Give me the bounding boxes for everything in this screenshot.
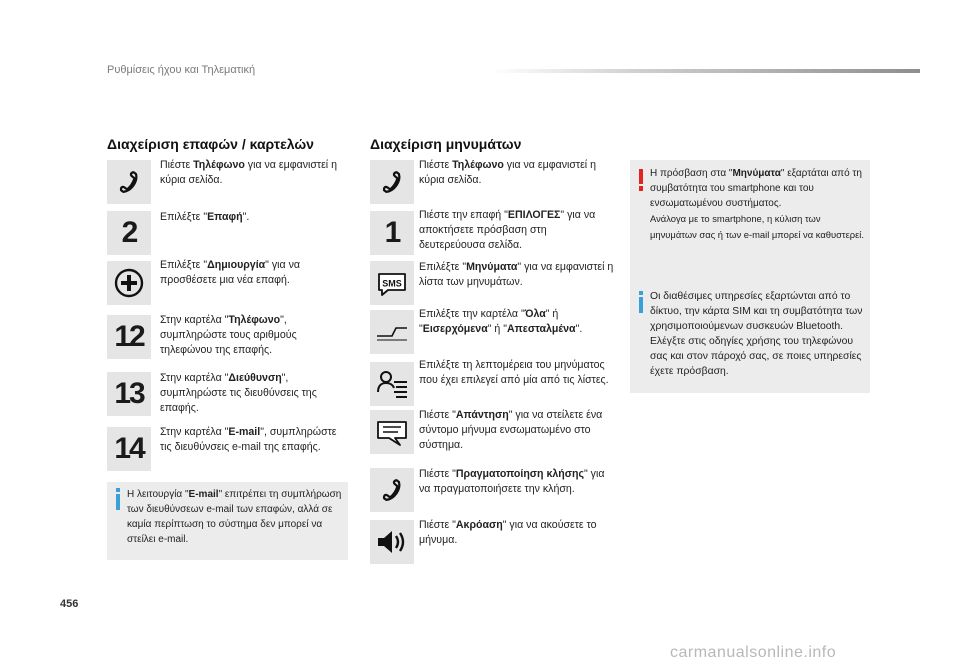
speaker-icon	[370, 520, 414, 564]
messages-step-7: Πιέστε "Πραγματοποίηση κλήσης" για να πραγματοποιήσετε την κλήση.	[419, 468, 605, 495]
tab-icon	[370, 310, 414, 354]
header-rule	[490, 69, 920, 73]
watermark: carmanualsonline.info	[670, 644, 837, 661]
handset-icon	[107, 160, 151, 204]
messages-step-1: Πιέστε Τηλέφωνο για να εμφανιστεί η κύρια σελίδα.	[419, 159, 596, 186]
message-detail-icon	[370, 362, 414, 406]
messages-section-title: Διαχείριση μηνυμάτων	[370, 136, 522, 152]
sms-icon	[370, 261, 414, 305]
email-info-note: Η λειτουργία "E-mail" επιτρέπει τη συμπλήρωση των διευθύνσεων e-mail των επαφών, αλλά σε καμία περίπτωση το σύστημα δεν μπορεί να στείλει e-mail.	[107, 482, 348, 560]
messages-step-3: Επιλέξτε "Μηνύματα" για να εμφανιστεί η λίστα των μηνυμάτων.	[419, 261, 614, 288]
messages-step-6: Πιέστε "Απάντηση" για να στείλετε ένα σύντομο μήνυμα ενσωματωμένο στο σύστημα.	[419, 409, 603, 451]
messages-step-5: Επιλέξτε τη λεπτομέρεια του μηνύματος που έχει επιλεγεί από μία από τις λίστες.	[419, 359, 609, 386]
contacts-step-14: Στην καρτέλα "E-mail", συμπληρώστε τις διευθύνσεις e-mail της επαφής.	[160, 426, 337, 453]
plus-icon	[107, 261, 151, 305]
messages-step-4: Επιλέξτε την καρτέλα "Όλα" ή "Εισερχόμενα" ή "Απεσταλμένα".	[419, 308, 583, 335]
handset-icon	[370, 468, 414, 512]
messages-warning-note: Η πρόσβαση στα "Μηνύματα" εξαρτάται από τη συμβατότητα του smartphone και του ενσωματωμένου συστήματος. Ανάλογα με το smartphone, η κύλιση των μηνυμάτων σας ή των e-mail μπορεί να καθυστερεί.	[630, 160, 870, 288]
services-info-note: Οι διαθέσιμες υπηρεσίες εξαρτώνται από το δίκτυο, την κάρτα SIM και τη συμβατότητα των χρησιμοποιούμενων συσκευών Bluetooth. Ελέγξτε στις οδηγίες χρήσης του τηλεφώνου σας και στον πάροχό σας, σε ποιες υπηρεσίες έχετε πρόσβαση.	[630, 283, 870, 393]
contacts-step-1: Πιέστε Τηλέφωνο για να εμφανιστεί η κύρια σελίδα.	[160, 159, 337, 186]
contacts-step-3: Επιλέξτε "Δημιουργία" για να προσθέσετε μια νέα επαφή.	[160, 259, 301, 286]
step-number-14: 14	[107, 427, 151, 471]
warning-icon	[638, 169, 644, 191]
sms-icon-label: SMS	[382, 278, 402, 289]
info-icon	[638, 291, 644, 313]
handset-icon	[370, 160, 414, 204]
messages-step-8: Πιέστε "Ακρόαση" για να ακούσετε το μήνυμα.	[419, 519, 597, 546]
contacts-section-title: Διαχείριση επαφών / καρτελών	[107, 136, 314, 152]
step-number-2: 2	[107, 211, 151, 255]
page-number: 456	[60, 598, 79, 610]
step-number-12: 12	[107, 315, 151, 359]
info-icon	[115, 488, 121, 510]
contacts-step-2: Επιλέξτε "Επαφή".	[160, 211, 250, 223]
reply-icon	[370, 410, 414, 454]
step-number-13: 13	[107, 372, 151, 416]
contacts-step-13: Στην καρτέλα "Διεύθυνση", συμπληρώστε τις διευθύνσεις της επαφής.	[160, 372, 317, 414]
contacts-step-12: Στην καρτέλα "Τηλέφωνο", συμπληρώστε τους αριθμούς τηλεφώνου της επαφής.	[160, 314, 297, 356]
step-number-1: 1	[370, 211, 414, 255]
header-title: Ρυθμίσεις ήχου και Τηλεματική	[107, 64, 256, 76]
messages-step-2: Πιέστε την επαφή "ΕΠΙΛΟΓΕΣ" για να αποκτήσετε πρόσβαση στη δευτερεύουσα σελίδα.	[419, 209, 596, 251]
